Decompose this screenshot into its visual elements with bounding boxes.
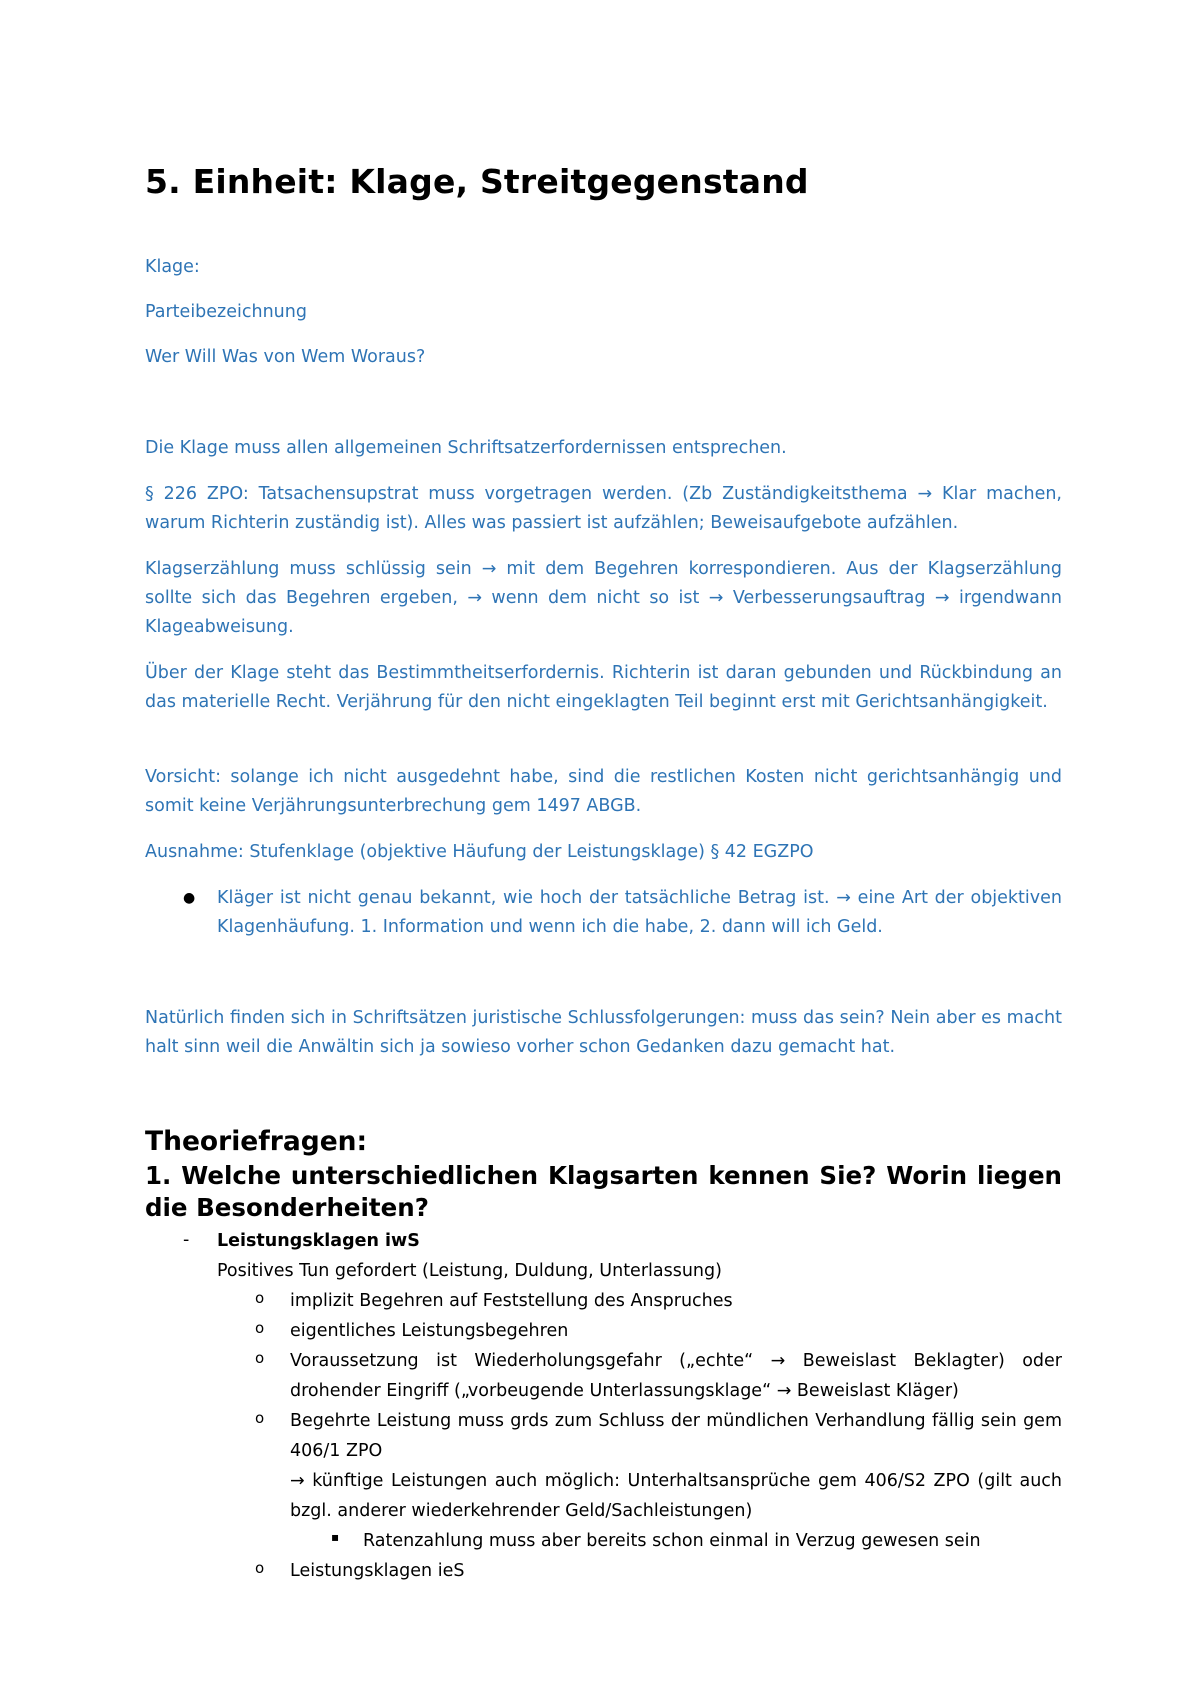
page-title: 5. Einheit: Klage, Streitgegenstand xyxy=(145,162,809,201)
sub-item-feststellung: implizit Begehren auf Feststellung des Anspruches xyxy=(290,1291,733,1311)
sub-marker: o xyxy=(255,1409,265,1427)
square-marker: ▪ xyxy=(331,1530,340,1544)
sub-item-wiederholungsgefahr: Voraussetzung ist Wiederholungsgefahr („echte“ → Beweislast Beklagter) oder drohender Eingriff („vorbeugende Unterlassungsklage“ → Beweislast Kläger) xyxy=(290,1351,1062,1401)
intro-parteibezeichnung: Parteibezeichnung xyxy=(145,302,307,322)
sub-marker: o xyxy=(255,1559,265,1577)
intro-question: Wer Will Was von Wem Woraus? xyxy=(145,347,426,367)
bullet-text: Kläger ist nicht genau bekannt, wie hoch der tatsächliche Betrag ist. → eine Art der objektiven Klagenhäufung. 1. Information und wenn ich die habe, 2. dann will ich Geld. xyxy=(217,888,1062,937)
item-leistungsklagen-iws: Leistungsklagen iwS xyxy=(217,1231,420,1251)
sub-item-faelligkeit: Begehrte Leistung muss grds zum Schluss der mündlichen Verhandlung fällig sein gem 406/1 ZPO xyxy=(290,1411,1062,1461)
paragraph-bestimmtheit: Über der Klage steht das Bestimmtheitserfordernis. Richterin ist daran gebunden und Rückbindung an das materielle Recht. Verjährung für den nicht eingeklagten Teil beginnt erst mit Gerichtsanhängigkeit. xyxy=(145,663,1062,712)
paragraph-ausnahme: Ausnahme: Stufenklage (objektive Häufung der Leistungsklage) § 42 EGZPO xyxy=(145,842,814,862)
sub-item-leistungsklagen-ies: Leistungsklagen ieS xyxy=(290,1561,465,1581)
sub-item-kuenftige-leistungen: → künftige Leistungen auch möglich: Unterhaltsansprüche gem 406/S2 ZPO (gilt auch bzgl. anderer wiederkehrender Geld/Sachleistungen) xyxy=(290,1471,1062,1521)
question-1: 1. Welche unterschiedlichen Klagsarten kennen Sie? Worin liegen die Besonderheiten? xyxy=(145,1161,1062,1222)
paragraph-226-zpo: § 226 ZPO: Tatsachensupstrat muss vorgetragen werden. (Zb Zuständigkeitsthema → Klar machen, warum Richterin zuständig ist). Alles was passiert ist aufzählen; Beweisaufgebote aufzählen. xyxy=(145,484,1062,533)
paragraph-schriftsatz: Die Klage muss allen allgemeinen Schriftsatzerfordernissen entsprechen. xyxy=(145,438,787,458)
intro-klage: Klage: xyxy=(145,257,200,277)
sub-marker: o xyxy=(255,1289,265,1307)
sub-item-leistungsbegehren: eigentliches Leistungsbegehren xyxy=(290,1321,569,1341)
subsub-item-ratenzahlung: Ratenzahlung muss aber bereits schon einmal in Verzug gewesen sein xyxy=(363,1531,981,1551)
dash-marker: - xyxy=(183,1230,190,1250)
theory-heading: Theoriefragen: xyxy=(145,1126,368,1157)
item-positives-tun: Positives Tun gefordert (Leistung, Duldung, Unterlassung) xyxy=(217,1261,722,1281)
paragraph-klagserzaehlung: Klagserzählung muss schlüssig sein → mit dem Begehren korrespondieren. Aus der Klagserzählung sollte sich das Begehren ergeben, → wenn dem nicht so ist → Verbesserungsauftrag → irgendwann Klageabweisung. xyxy=(145,559,1062,637)
paragraph-vorsicht: Vorsicht: solange ich nicht ausgedehnt habe, sind die restlichen Kosten nicht gerichtsanhängig und somit keine Verjährungsunterbrechung gem 1497 ABGB. xyxy=(145,767,1062,816)
sub-marker: o xyxy=(255,1319,265,1337)
sub-marker: o xyxy=(255,1349,265,1367)
bullet-dot: ● xyxy=(183,890,196,906)
paragraph-natuerlich: Natürlich finden sich in Schriftsätzen juristische Schlussfolgerungen: muss das sein? Nein aber es macht halt sinn weil die Anwältin sich ja sowieso vorher schon Gedanken dazu gemacht hat. xyxy=(145,1008,1062,1057)
